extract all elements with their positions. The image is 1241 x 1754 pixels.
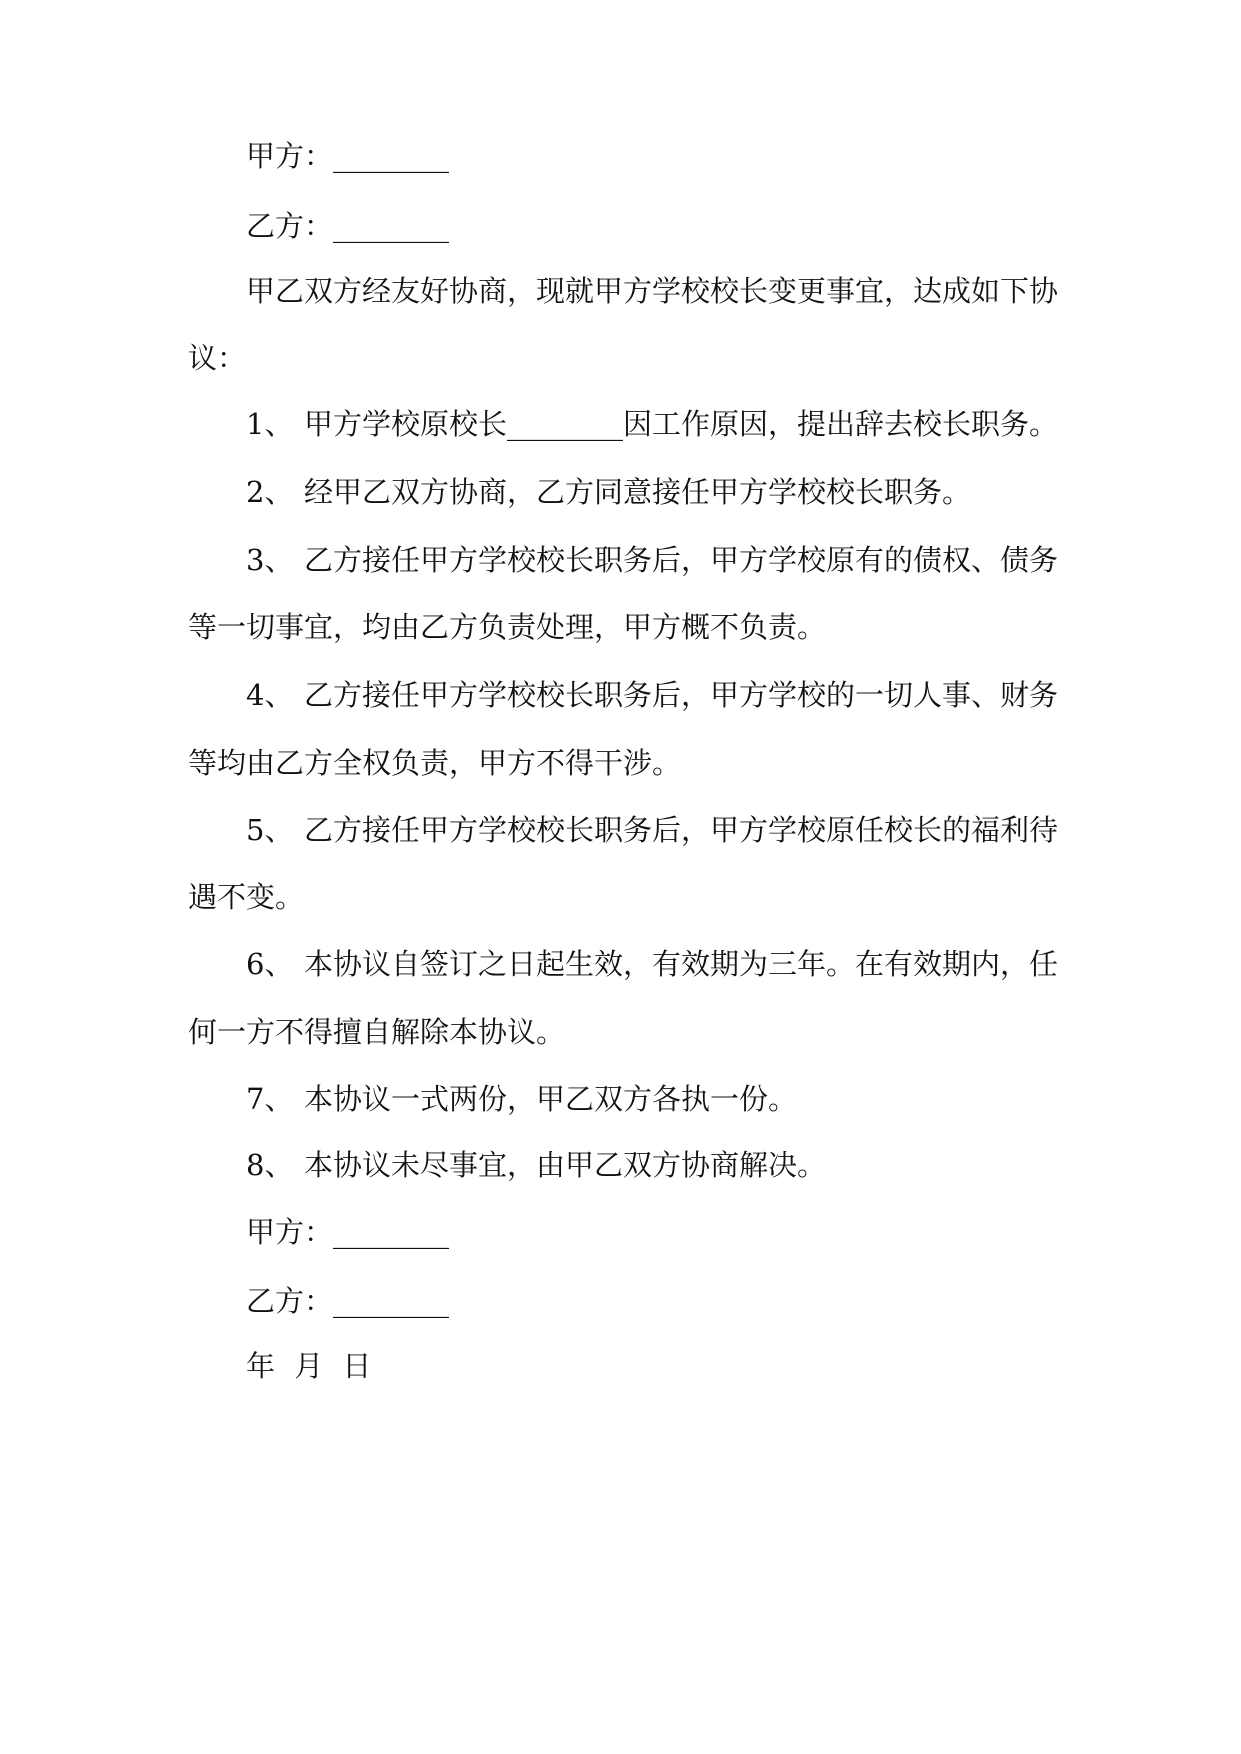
clause-text: 经甲乙双方协商，乙方同意接任甲方学校校长职务。: [304, 475, 972, 509]
clause-7: [246, 1081, 1116, 1117]
clause-number: 4、: [246, 678, 294, 712]
clause-5: [246, 812, 1116, 848]
footer-party-b: 乙方：________: [246, 1284, 450, 1318]
clause-text: 乙方接任甲方学校校长职务后，甲方学校原有的债权、债务: [304, 543, 1059, 577]
clause-text: 乙方接任甲方学校校长职务后，甲方学校原任校长的福利待: [304, 813, 1059, 847]
clause-8: [246, 1147, 1116, 1183]
clause-1: [246, 406, 1116, 442]
intro-line-2: 议：: [188, 341, 247, 375]
clause-text: 乙方接任甲方学校校长职务后，甲方学校的一切人事、财务: [304, 678, 1059, 712]
header-party-a: 甲方：________: [246, 139, 450, 173]
clause-3-continuation: 等一切事宜，均由乙方负责处理，甲方概不负责。: [188, 610, 827, 644]
header-party-b: 乙方：________: [246, 209, 450, 243]
clause-5-continuation: 遇不变。: [188, 880, 305, 914]
clause-4-continuation: 等均由乙方全权负责，甲方不得干涉。: [188, 746, 682, 780]
footer-party-a: 甲方：________: [246, 1215, 450, 1249]
clause-number: 8、: [246, 1148, 294, 1182]
clause-text: 本协议自签订之日起生效，有效期为三年。在有效期内，任: [304, 947, 1059, 981]
clause-number: 2、: [246, 475, 294, 509]
clause-number: 5、: [246, 813, 294, 847]
date-line: 年 月 日: [246, 1349, 372, 1383]
clause-4: [246, 677, 1116, 713]
clause-number: 1、: [246, 407, 294, 441]
clause-6: [246, 946, 1116, 982]
clause-number: 6、: [246, 947, 294, 981]
clause-text: 甲方学校原校长________因工作原因，提出辞去校长职务。: [304, 407, 1059, 441]
intro-line-1: 甲乙双方经友好协商，现就甲方学校校长变更事宜，达成如下协: [246, 274, 1059, 308]
clause-number: 7、: [246, 1082, 294, 1116]
clause-2: [246, 474, 1116, 510]
clause-text: 本协议未尽事宜，由甲乙双方协商解决。: [304, 1148, 827, 1182]
clause-text: 本协议一式两份，甲乙双方各执一份。: [304, 1082, 798, 1116]
clause-number: 3、: [246, 543, 294, 577]
clause-6-continuation: 何一方不得擅自解除本协议。: [188, 1015, 566, 1049]
clause-3: [246, 542, 1116, 578]
